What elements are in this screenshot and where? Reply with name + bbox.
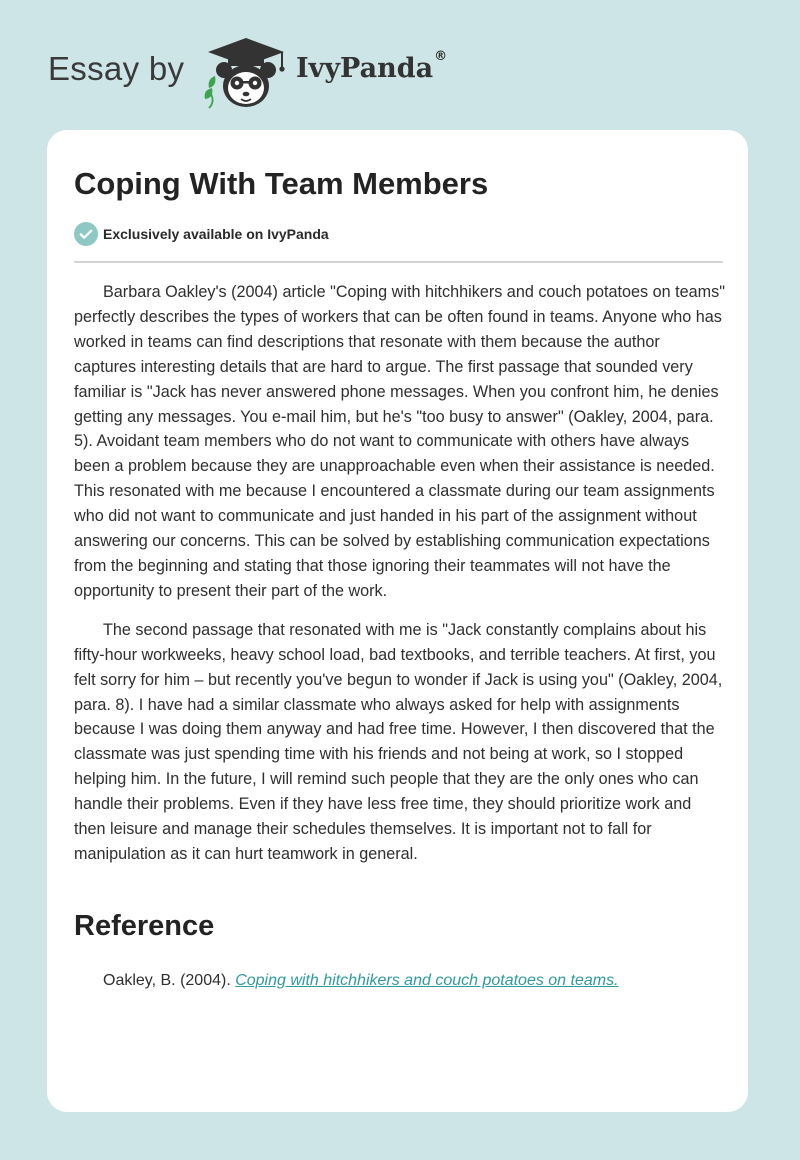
reference-citation: Oakley, B. (2004).: [103, 972, 236, 989]
exclusive-badge: [74, 222, 329, 246]
panda-logo-icon[interactable]: [198, 36, 294, 110]
paragraph: The second passage that resonated with me is "Jack constantly complains about his fifty-hour workweeks, heavy school load, bad textbooks, and terrible teachers. At first, you felt sorry for him – but recently you've begun to wonder if Jack is using you" (Oakley, 2004, para. 8). I have had a similar classmate who always asked for help with assignments because I was doing them anyway and had free time. However, I then discovered that the classmate was just spending time with his friends and not being at work, so I stopped helping him. In the future, I will remind such people that they are the only ones who can handle their problems. Even if they have less free time, they should prioritize work and then leisure and manage their schedules themselves. It is important not to fall for manipulation as it can hurt teamwork in general.: [74, 620, 723, 863]
essay-body: [74, 280, 726, 881]
brand-name[interactable]: [296, 49, 448, 84]
page-title: Coping With Team Members: [74, 166, 489, 201]
brand-name-text: IvyPanda: [296, 53, 434, 84]
check-circle-icon: [74, 222, 98, 246]
brand-prefix: Essay by: [48, 50, 185, 87]
essay-card: [47, 130, 748, 1112]
reference-link[interactable]: Coping with hitchhikers and couch potatoes on teams.: [235, 972, 619, 989]
badge-label: Exclusively available on IvyPanda: [103, 226, 329, 242]
reference-heading: Reference: [74, 910, 215, 942]
divider: [74, 261, 723, 263]
trademark-symbol: ®: [434, 49, 448, 64]
site-header: [0, 0, 800, 130]
paragraph: Barbara Oakley's (2004) article "Coping with hitchhikers and couch potatoes on teams" perfectly describes the types of workers that can be often found in teams. Anyone who has worked in teams can find descriptions that resonate with them because the author captures interesting details that are hard to argue. The first passage that sounded very familiar is "Jack has never answered phone messages. When you confront him, he denies getting any messages. You e-mail him, but he's "too busy to answer" (Oakley, 2004, para. 5). Avoidant team members who do not want to communicate with others have always been a problem because they are unapproachable even when their assistance is needed. This resonated with me because I encountered a classmate during our team assignments who did not want to communicate and just handed in his part of the assignment without answering our concerns. This can be solved by establishing communication expectations from the beginning and stating that those ignoring their teammates will not have the opportunity to present their part of the work.: [74, 283, 725, 600]
reference-entry: [103, 972, 619, 990]
